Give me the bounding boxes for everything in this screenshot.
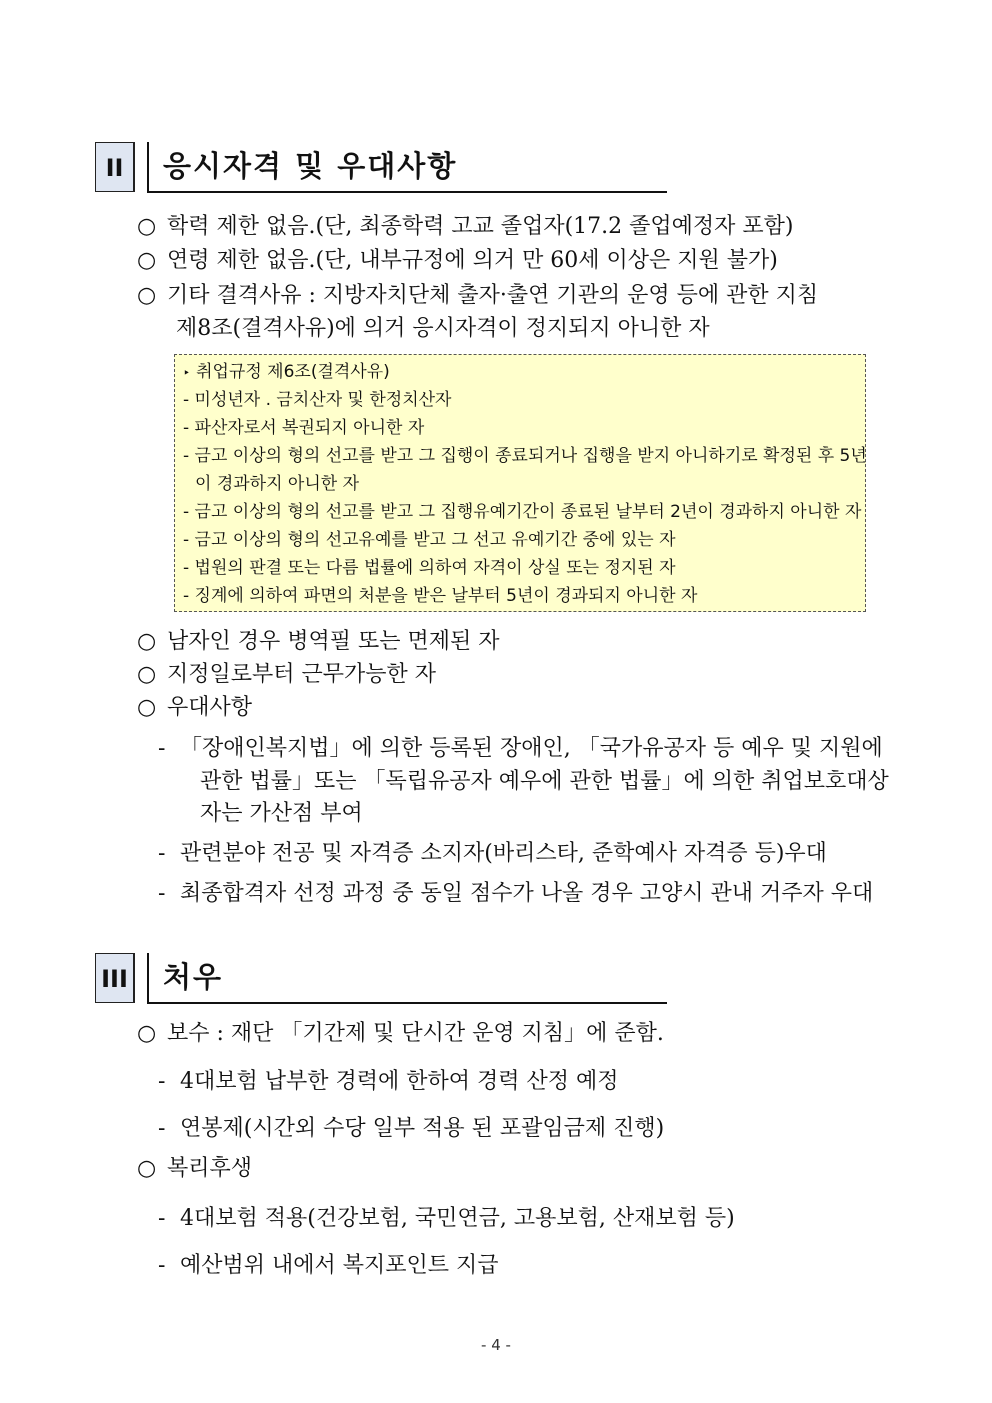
dash-bullet: - bbox=[158, 1206, 166, 1231]
item-text: 연봉제(시간외 수당 일부 적용 된 포괄임금제 진행) bbox=[180, 1116, 665, 1141]
item-text: 4대보험 적용(건강보험, 국민연금, 고용보험, 산재보험 등) bbox=[180, 1206, 735, 1231]
item-text: 최종합격자 선정 과정 중 동일 점수가 나올 경우 고양시 관내 거주자 우대 bbox=[180, 881, 874, 906]
list-item bbox=[137, 659, 436, 691]
item-text: 예산범위 내에서 복지포인트 지급 bbox=[180, 1253, 499, 1278]
item-text: 4대보험 납부한 경력에 한하여 경력 산정 예정 bbox=[180, 1069, 619, 1094]
pay-item bbox=[158, 1113, 664, 1145]
item-text: 보수 : 재단 「기간제 및 단시간 운영 지침」에 준함. bbox=[167, 1021, 664, 1046]
section-divider bbox=[147, 953, 149, 1003]
note-line: 이 경과하지 아니한 자 bbox=[195, 474, 360, 494]
item-text: 관한 법률」또는 「독립유공자 예우에 관한 법률」에 의한 취업보호대상 bbox=[200, 769, 889, 794]
list-item bbox=[137, 692, 252, 724]
circle-bullet-icon: ○ bbox=[137, 283, 157, 308]
preference-item-continuation bbox=[200, 798, 363, 830]
preference-item-continuation bbox=[200, 766, 889, 798]
note-header-text: 취업규정 제6조(결격사유) bbox=[196, 362, 390, 382]
list-item bbox=[137, 245, 778, 277]
list-item-continuation bbox=[176, 313, 710, 345]
circle-bullet-icon: ○ bbox=[137, 1021, 157, 1046]
item-text: 남자인 경우 병역필 또는 면제된 자 bbox=[167, 629, 500, 654]
welfare-item bbox=[158, 1203, 735, 1235]
section-underline bbox=[147, 1002, 667, 1004]
note-line: - 징계에 의하여 파면의 처분을 받은 날부터 5년이 경과되지 아니한 자 bbox=[183, 586, 698, 606]
preference-item bbox=[158, 878, 873, 910]
item-text: 학력 제한 없음.(단, 최종학력 고교 졸업자(17.2 졸업예정자 포함) bbox=[167, 214, 794, 239]
note-line: - 금고 이상의 형의 선고를 받고 그 집행유예기간이 종료된 날부터 2년이 경과하지 아니한 자 bbox=[183, 502, 862, 522]
item-text: 기타 결격사유 : 지방자치단체 출자·출연 기관의 운영 등에 관한 지침 bbox=[167, 283, 819, 308]
list-item bbox=[137, 280, 818, 312]
section-3-number: III bbox=[95, 953, 135, 1003]
section-divider bbox=[147, 142, 149, 192]
item-text: 자는 가산점 부여 bbox=[200, 801, 363, 826]
item-text: 관련분야 전공 및 자격증 소지자(바리스타, 준학예사 자격증 등)우대 bbox=[180, 841, 827, 866]
circle-bullet-icon: ○ bbox=[137, 629, 157, 654]
list-item bbox=[137, 626, 500, 658]
note-line: - 법원의 판결 또는 다름 법률에 의하여 자격이 상실 또는 정지된 자 bbox=[183, 558, 676, 578]
dash-bullet: - bbox=[158, 1253, 166, 1278]
item-text: 지정일로부터 근무가능한 자 bbox=[167, 662, 437, 687]
dash-bullet: - bbox=[158, 881, 166, 906]
item-text: 복리후생 bbox=[167, 1156, 253, 1181]
triangle-bullet-icon: ‣ bbox=[183, 366, 191, 380]
section-underline bbox=[147, 191, 667, 193]
section-3-header bbox=[95, 953, 667, 1005]
pay-item bbox=[158, 1066, 619, 1098]
list-item bbox=[137, 1153, 252, 1185]
item-text: 우대사항 bbox=[167, 695, 253, 720]
note-line: - 미성년자 . 금치산자 및 한정치산자 bbox=[183, 390, 452, 410]
dash-bullet: - bbox=[158, 1116, 166, 1141]
note-line: - 금고 이상의 형의 선고를 받고 그 집행이 종료되거나 집행을 받지 아니하기로 확정된 후 5년 bbox=[183, 446, 867, 466]
circle-bullet-icon: ○ bbox=[137, 214, 157, 239]
preference-item bbox=[158, 733, 883, 765]
disqualification-note-box bbox=[174, 354, 866, 612]
page-number: - 4 - bbox=[481, 1336, 511, 1354]
item-text: 제8조(결격사유)에 의거 응시자격이 정지되지 아니한 자 bbox=[176, 316, 710, 341]
circle-bullet-icon: ○ bbox=[137, 662, 157, 687]
section-2-title: 응시자격 및 우대사항 bbox=[163, 149, 458, 183]
list-item bbox=[137, 1018, 664, 1050]
circle-bullet-icon: ○ bbox=[137, 248, 157, 273]
dash-bullet: - bbox=[158, 1069, 166, 1094]
list-item bbox=[137, 211, 793, 243]
note-header bbox=[183, 359, 390, 386]
preference-item bbox=[158, 838, 827, 870]
section-3-title: 처우 bbox=[163, 960, 224, 994]
circle-bullet-icon: ○ bbox=[137, 1156, 157, 1181]
note-line: - 파산자로서 복권되지 아니한 자 bbox=[183, 418, 425, 438]
circle-bullet-icon: ○ bbox=[137, 695, 157, 720]
welfare-item bbox=[158, 1250, 499, 1282]
item-text: 연령 제한 없음.(단, 내부규정에 의거 만 60세 이상은 지원 불가) bbox=[167, 248, 778, 273]
note-line: - 금고 이상의 형의 선고유예를 받고 그 선고 유예기간 중에 있는 자 bbox=[183, 530, 676, 550]
section-2-number: II bbox=[95, 142, 135, 192]
dash-bullet: - bbox=[158, 841, 166, 866]
item-text: 「장애인복지법」에 의한 등록된 장애인, 「국가유공자 등 예우 및 지원에 bbox=[180, 736, 883, 761]
dash-bullet: - bbox=[158, 736, 166, 761]
section-2-header bbox=[95, 142, 667, 194]
